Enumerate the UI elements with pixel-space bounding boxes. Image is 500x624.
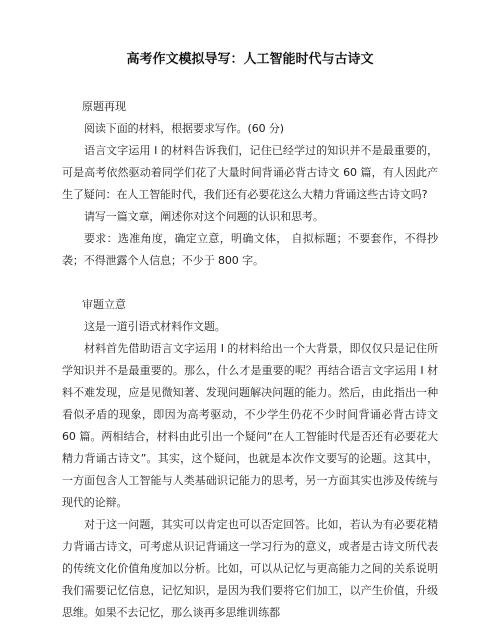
section-heading: 原题再现 <box>82 100 126 113</box>
paragraph: 请写一篇文章，阐述你对这个问题的认识和思考。 <box>84 210 324 223</box>
paragraph: 对于这一问题，其实可以肯定也可以否定回答。比如，若认为有必要花精力背诵古诗文，可考虑从识记背诵这一学习行为的意义，或者是古诗文所代表的传统文化价值角度加以分析。比如，可以从记忆与更高能力之间的关系说明我们需要记忆信息，记忆知识，是因为我们要将它们加工，以产生价值，升级思维。如果不去记忆，那么谈再多思维训练都 <box>62 518 438 619</box>
section-gap <box>62 272 438 294</box>
paragraph: 阅读下面的材料，根据要求写作。(60 分) <box>84 122 284 135</box>
paragraph: 语言文字运用 I 的材料告诉我们，记住已经学过的知识并不是最重要的，可是高考依然驱动着同学们花了大量时间背诵必背古诗文 60 篇，有人因此产生了疑问：在人工智能时代，我们还有必要花这么大精力背诵这些古诗文吗? <box>62 144 438 201</box>
section-original-question <box>62 96 438 272</box>
section-analysis <box>62 294 438 624</box>
document-title: 高考作文模拟导写：人工智能时代与古诗文 <box>126 52 374 67</box>
paragraph: 材料首先借助语言文字运用 I 的材料给出一个大背景，即仅仅只是记住所学知识并不是最重要的。那么，什么才是重要的呢？再结合语言文字运用 I 材料不难发现，应是见微知著、发现问题解决问题的能力。然后，由此指出一种看似矛盾的现象，即因为高考驱动，不少学生仍花不少时间背诵必背古诗文 60 篇。两相结合，材料由此引出一个疑问“在人工智能时代是否还有必要花大精力背诵古诗文”。其实，这个疑问，也就是本次作文要写的论题。这其中，一方面包含人工智能与人类基础识记能力的思考，另一方面其实也涉及传统与现代的论辩。 <box>62 342 438 509</box>
paragraph: 要求：选准角度，确定立意，明确文体， 自拟标题；不要套作，不得抄袭；不得泄露个人信息；不少于 800 字。 <box>62 232 438 267</box>
paragraph: 这是一道引语式材料作文题。 <box>84 320 226 333</box>
section-heading: 审题立意 <box>82 298 126 311</box>
